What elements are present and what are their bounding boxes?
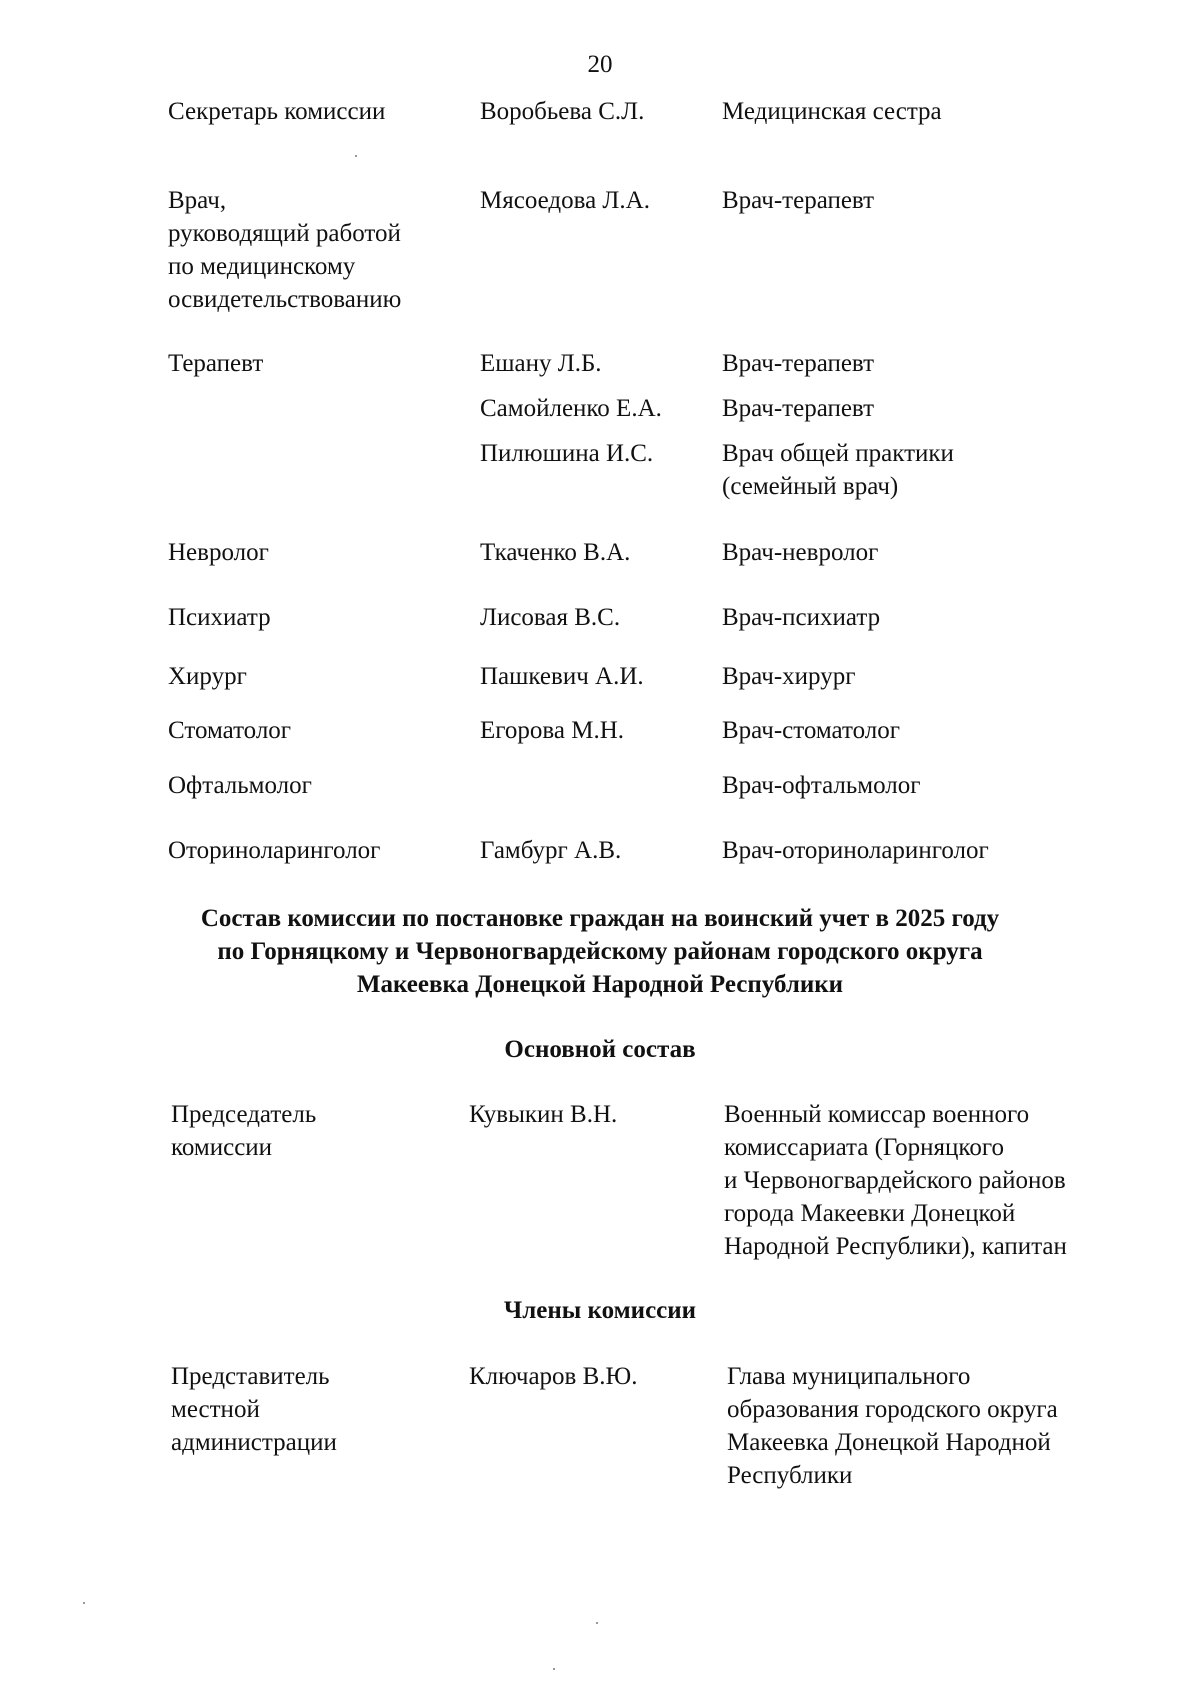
name-cell: Пилюшина И.С.	[480, 440, 654, 467]
position-cell: Врач-оториноларинголог	[722, 837, 989, 864]
name-cell: Ткаченко В.А.	[480, 539, 631, 566]
name-cell: Воробьева С.Л.	[480, 98, 645, 125]
role-cell: Невролог	[168, 539, 269, 566]
main-composition-heading: Основной состав	[504, 1036, 696, 1063]
name-cell: Мясоедова Л.А.	[480, 187, 650, 214]
role-cell: Терапевт	[168, 350, 264, 377]
name-cell: Пашкевич А.И.	[480, 663, 644, 690]
role-cell: Секретарь комиссии	[168, 98, 386, 125]
name-cell: Гамбург А.В.	[480, 837, 622, 864]
name-cell: Ключаров В.Ю.	[469, 1363, 638, 1390]
position-cell: Врач-невролог	[722, 539, 879, 566]
page-number: 20	[587, 51, 613, 78]
name-cell: Лисовая В.С.	[480, 604, 621, 631]
position-cell: Врач-терапевт	[722, 187, 875, 214]
position-cell: Врач-офтальмолог	[722, 772, 921, 799]
position-cell: Врач-стоматолог	[722, 717, 900, 744]
section-title: Состав комиссии по постановке граждан на воинский учет в 2025 году по Горняцкому и Червоногвардейскому районам городского округа Макеевка Донецкой Народной Республики	[200, 905, 1000, 998]
position-cell: Врач общей практики (семейный врач)	[722, 440, 954, 500]
role-cell: Врач, руководящий работой по медицинскому освидетельствованию	[168, 187, 402, 313]
role-cell: Психиатр	[168, 604, 271, 631]
role-cell: Стоматолог	[168, 717, 292, 744]
position-cell: Глава муниципального образования городского округа Макеевка Донецкой Народной Республики	[727, 1363, 1058, 1489]
position-cell: Врач-психиатр	[722, 604, 881, 631]
scan-speck	[355, 155, 357, 157]
scan-speck	[553, 1668, 555, 1670]
position-cell: Военный комиссар военного комиссариата (Горняцкого и Червоногвардейского районов города Макеевки Донецкой Народной Республики), капитан	[724, 1101, 1067, 1260]
role-cell: Хирург	[168, 663, 247, 690]
position-cell: Врач-терапевт	[722, 350, 875, 377]
scan-speck	[596, 1622, 598, 1624]
role-cell: Представитель местной администрации	[171, 1363, 337, 1456]
name-cell: Ешану Л.Б.	[480, 350, 602, 377]
members-heading: Члены комиссии	[503, 1297, 697, 1324]
role-cell: Оториноларинголог	[168, 837, 381, 864]
role-cell: Председатель комиссии	[171, 1101, 317, 1161]
position-cell: Медицинская сестра	[722, 98, 942, 125]
name-cell: Кувыкин В.Н.	[469, 1101, 618, 1128]
scan-speck	[83, 1602, 85, 1604]
position-cell: Врач-терапевт	[722, 395, 875, 422]
name-cell: Самойленко Е.А.	[480, 395, 662, 422]
role-cell: Офтальмолог	[168, 772, 312, 799]
name-cell: Егорова М.Н.	[480, 717, 625, 744]
position-cell: Врач-хирург	[722, 663, 856, 690]
